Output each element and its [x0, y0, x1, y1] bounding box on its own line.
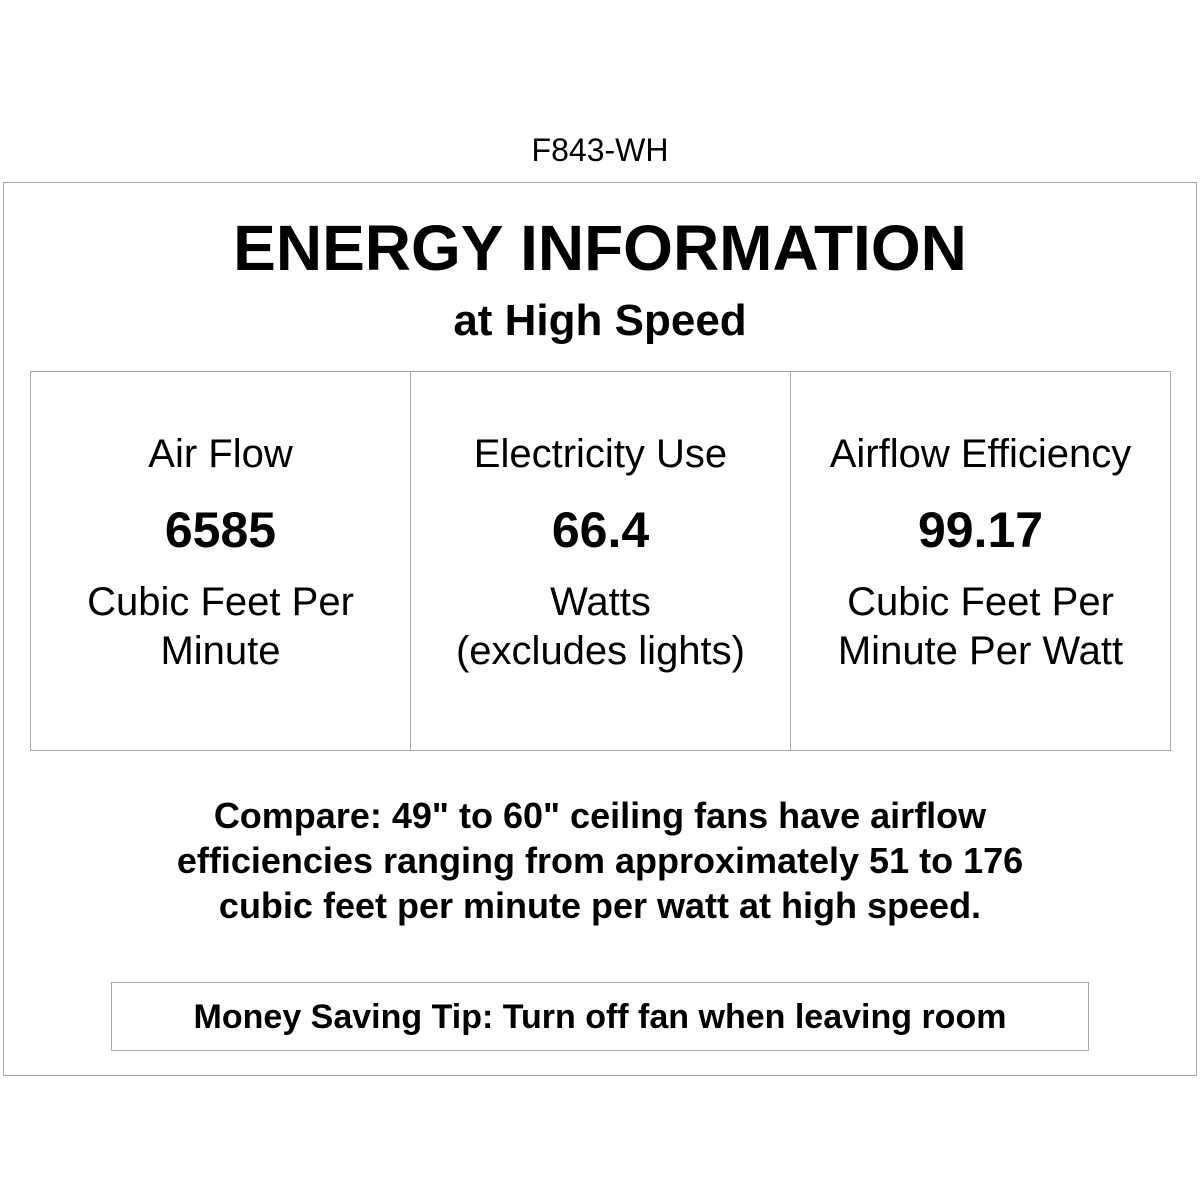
metric-unit-line: Cubic Feet Per — [847, 580, 1114, 624]
money-saving-tip: Money Saving Tip: Turn off fan when leaving room — [193, 997, 1007, 1036]
metric-value: 99.17 — [917, 502, 1044, 558]
metric-unit-line: Minute — [160, 629, 281, 673]
metric-unit — [411, 578, 790, 676]
metric-air-flow — [31, 372, 410, 750]
metric-value: 66.4 — [551, 502, 650, 558]
metrics-table — [30, 371, 1171, 751]
label-subtitle: at High Speed — [453, 296, 747, 345]
metric-airflow-efficiency — [790, 372, 1170, 750]
metric-unit-line: Cubic Feet Per — [87, 580, 354, 624]
comparison-note — [0, 793, 1200, 928]
comparison-line: Compare: 49" to 60" ceiling fans have airflow — [213, 795, 987, 836]
metric-label: Airflow Efficiency — [829, 432, 1132, 476]
metric-unit-line: Watts — [550, 580, 651, 624]
label-title: ENERGY INFORMATION — [233, 212, 967, 284]
model-number: F843-WH — [531, 132, 669, 168]
money-saving-tip-box — [111, 982, 1089, 1051]
metric-value: 6585 — [164, 502, 277, 558]
comparison-line: efficiencies ranging from approximately 51 to 176 — [176, 840, 1024, 881]
comparison-line: cubic feet per minute per watt at high speed. — [218, 885, 982, 926]
metric-unit — [31, 578, 410, 676]
metric-unit-line: Minute Per Watt — [837, 629, 1124, 673]
metric-unit-line: (excludes lights) — [455, 629, 745, 673]
metric-label: Electricity Use — [473, 432, 728, 476]
metric-label: Air Flow — [148, 432, 293, 476]
metric-unit — [791, 578, 1170, 676]
metric-electricity-use — [410, 372, 790, 750]
